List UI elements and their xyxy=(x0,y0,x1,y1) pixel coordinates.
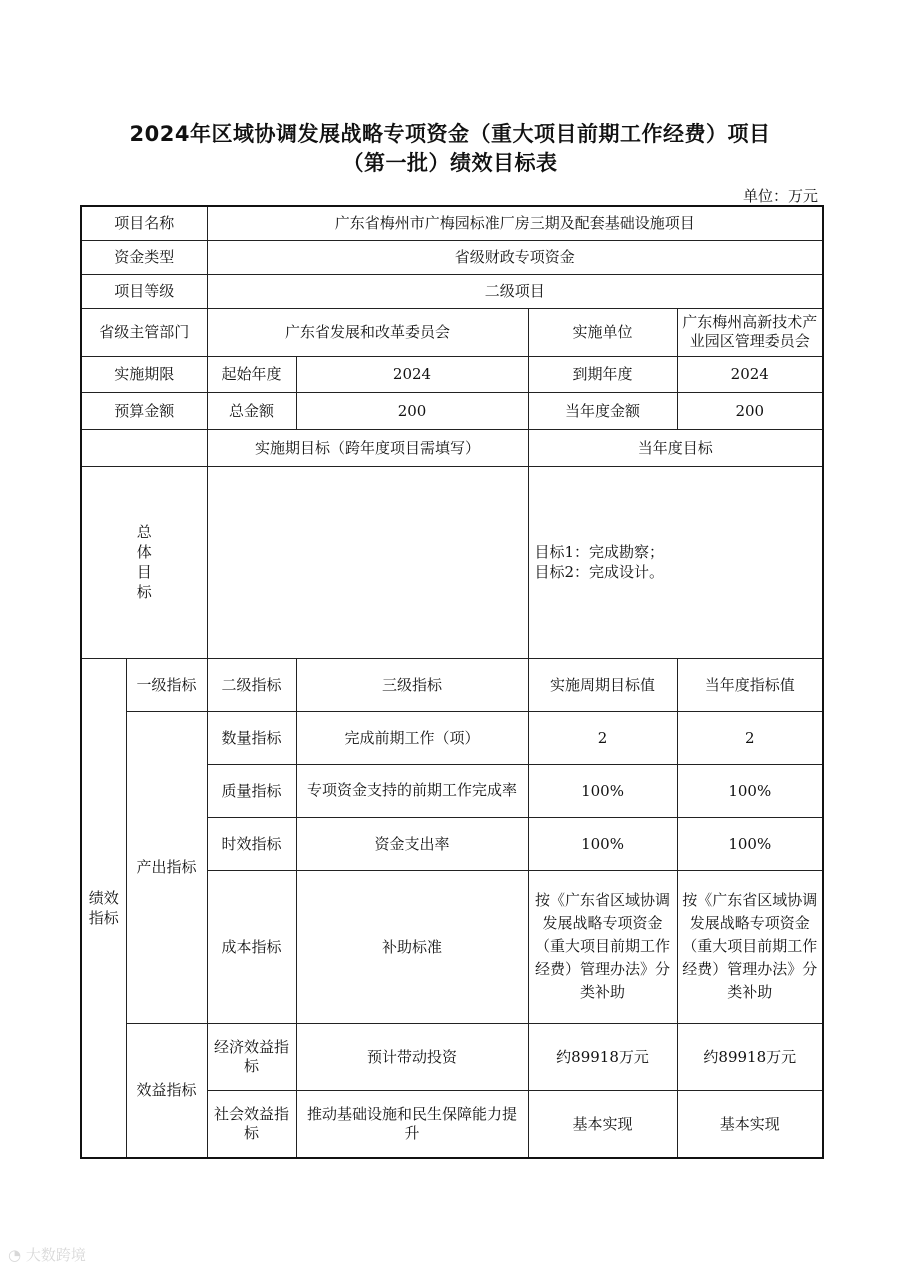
impl-unit-value: 广东梅州高新技术产业园区管理委员会 xyxy=(677,308,823,356)
indicator-year-value: 100% xyxy=(677,764,823,817)
watermark-logo-icon: ◔ xyxy=(8,1246,26,1264)
indicator-period-value: 基本实现 xyxy=(528,1090,677,1158)
budget-label: 预算金额 xyxy=(81,392,207,429)
start-year-value: 2024 xyxy=(296,356,528,392)
project-level-value: 二级项目 xyxy=(207,274,823,308)
watermark-text: 大数跨境 xyxy=(25,1246,86,1264)
performance-target-table xyxy=(80,205,824,1159)
project-name-label: 项目名称 xyxy=(81,206,207,240)
indicator-level3: 补助标准 xyxy=(296,870,528,1023)
indicator-period-value: 2 xyxy=(528,711,677,764)
level2-header: 二级指标 xyxy=(207,658,296,711)
current-amount-label: 当年度金额 xyxy=(528,392,677,429)
overall-goal-char: 体 xyxy=(136,543,152,561)
benefit-indicator-label: 效益指标 xyxy=(126,1023,207,1158)
year-goal-item: 目标1：完成勘察； xyxy=(534,543,665,561)
project-level-label: 项目等级 xyxy=(81,274,207,308)
title-line-2: （第一批）绩效目标表 xyxy=(342,151,558,175)
indicator-level2: 社会效益指标 xyxy=(207,1090,296,1158)
department-label: 省级主管部门 xyxy=(81,308,207,356)
indicator-period-value: 100% xyxy=(528,764,677,817)
year-value-header: 当年度指标值 xyxy=(677,658,823,711)
unit-label: 单位：万元 xyxy=(742,187,818,205)
indicator-year-value: 2 xyxy=(677,711,823,764)
project-name-value: 广东省梅州市广梅园标准厂房三期及配套基础设施项目 xyxy=(207,206,823,240)
indicator-level2: 质量指标 xyxy=(207,764,296,817)
overall-goal-char: 总 xyxy=(136,523,152,541)
indicator-period-value: 按《广东省区域协调发展战略专项资金（重大项目前期工作经费）管理办法》分类补助 xyxy=(528,870,677,1023)
indicator-level3: 推动基础设施和民生保障能力提升 xyxy=(296,1090,528,1158)
overall-goal-char: 标 xyxy=(136,583,152,601)
performance-indicator-label: 绩效指标 xyxy=(81,658,126,1158)
indicator-level3: 完成前期工作（项） xyxy=(296,711,528,764)
overall-goal-char: 目 xyxy=(136,563,152,581)
indicator-level3: 资金支出率 xyxy=(296,817,528,870)
indicator-year-value: 按《广东省区域协调发展战略专项资金（重大项目前期工作经费）管理办法》分类补助 xyxy=(677,870,823,1023)
title-line-1: 2024年区域协调发展战略专项资金（重大项目前期工作经费）项目 xyxy=(129,122,771,146)
indicator-year-value: 基本实现 xyxy=(677,1090,823,1158)
indicator-level2: 数量指标 xyxy=(207,711,296,764)
overall-goal-label xyxy=(81,466,207,658)
year-goal-content xyxy=(528,466,823,658)
period-value-header: 实施周期目标值 xyxy=(528,658,677,711)
total-amount-label: 总金额 xyxy=(207,392,296,429)
indicator-level2: 时效指标 xyxy=(207,817,296,870)
impl-goal-content xyxy=(207,466,528,658)
start-year-label: 起始年度 xyxy=(207,356,296,392)
indicator-level2: 成本指标 xyxy=(207,870,296,1023)
level1-header: 一级指标 xyxy=(126,658,207,711)
current-amount-value: 200 xyxy=(677,392,823,429)
indicator-year-value: 100% xyxy=(677,817,823,870)
period-label: 实施期限 xyxy=(81,356,207,392)
output-indicator-label: 产出指标 xyxy=(126,711,207,1023)
indicator-level3: 专项资金支持的前期工作完成率 xyxy=(296,764,528,817)
impl-goal-header: 实施期目标（跨年度项目需填写） xyxy=(207,429,528,466)
department-value: 广东省发展和改革委员会 xyxy=(207,308,528,356)
indicator-level2: 经济效益指标 xyxy=(207,1023,296,1090)
indicator-period-value: 约89918万元 xyxy=(528,1023,677,1090)
end-year-label: 到期年度 xyxy=(528,356,677,392)
level3-header: 三级指标 xyxy=(296,658,528,711)
goal-header-blank xyxy=(81,429,207,466)
fund-type-value: 省级财政专项资金 xyxy=(207,240,823,274)
impl-unit-label: 实施单位 xyxy=(528,308,677,356)
total-amount-value: 200 xyxy=(296,392,528,429)
indicator-year-value: 约89918万元 xyxy=(677,1023,823,1090)
year-goal-item: 目标2：完成设计。 xyxy=(534,563,665,581)
fund-type-label: 资金类型 xyxy=(81,240,207,274)
indicator-period-value: 100% xyxy=(528,817,677,870)
end-year-value: 2024 xyxy=(677,356,823,392)
year-goal-header: 当年度目标 xyxy=(528,429,823,466)
watermark xyxy=(8,1244,86,1265)
indicator-level3: 预计带动投资 xyxy=(296,1023,528,1090)
